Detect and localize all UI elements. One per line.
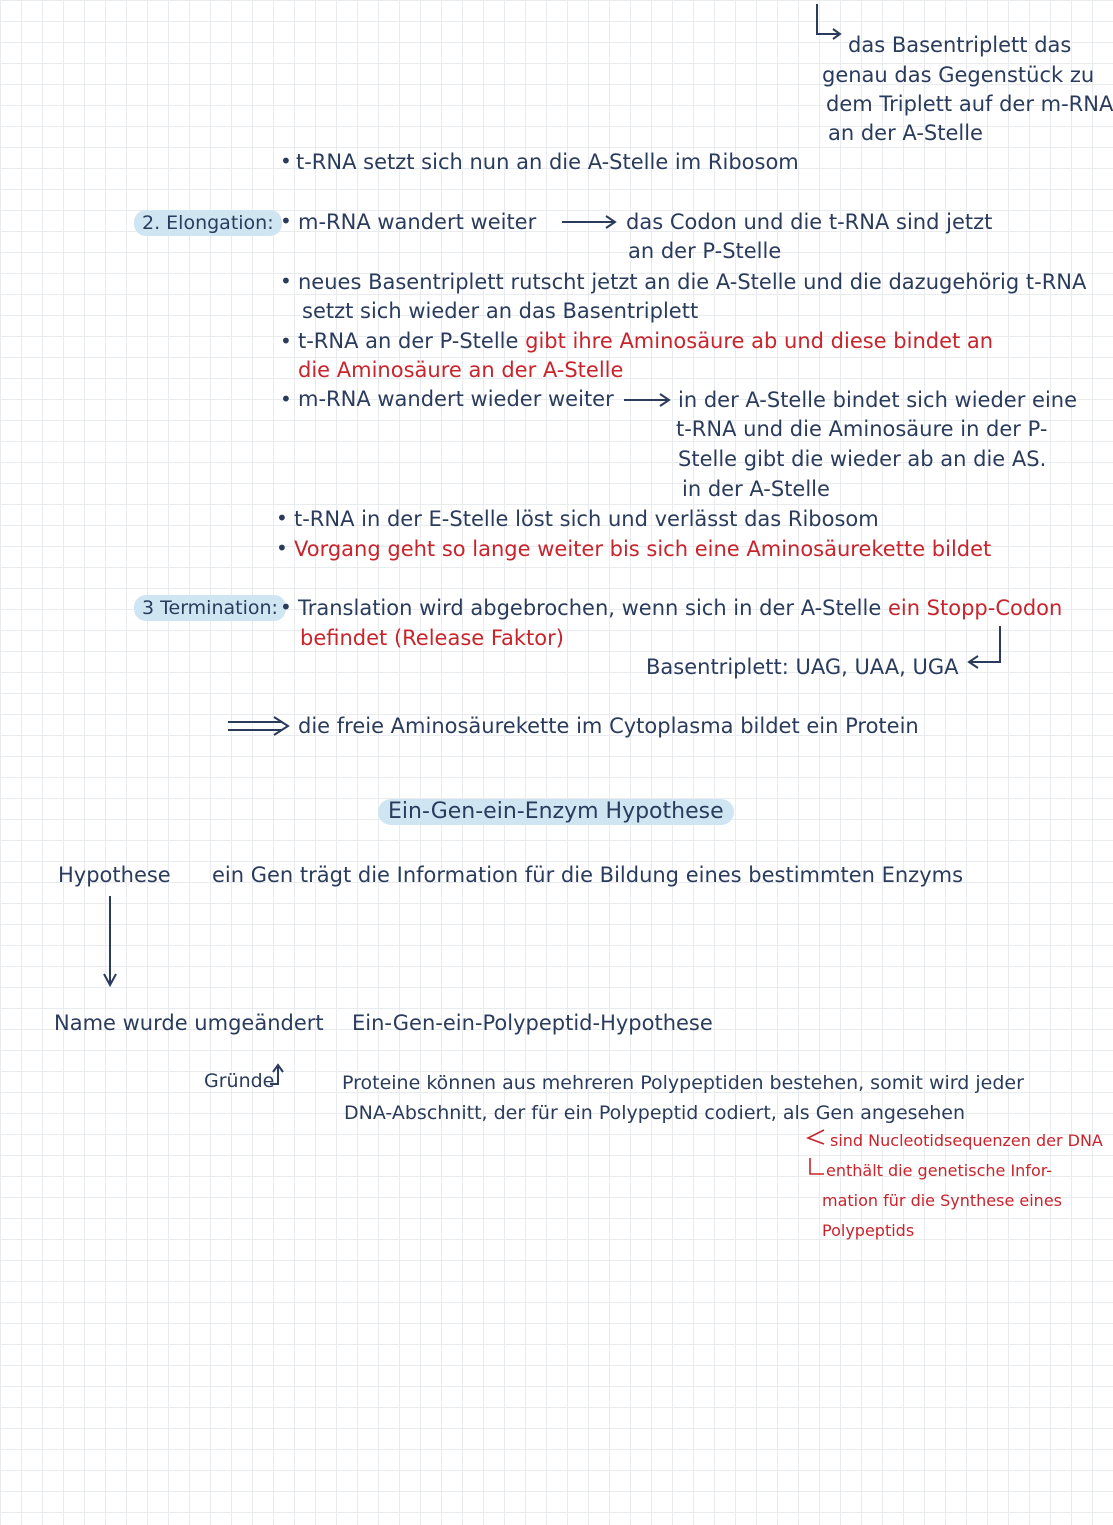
double-arrow-icon [226,714,292,738]
arrow-right-icon [622,390,672,410]
section-title: Ein-Gen-ein-Enzym Hypothese [378,799,734,825]
bullet-icon: • [280,149,292,173]
note-2-line-2: mation für die Synthese eines [822,1191,1062,1210]
elongation-label: 2. Elongation: [134,210,282,236]
top-note-line-3: dem Triplett auf der m-RNA [826,92,1113,116]
top-note-line-4: an der A-Stelle [828,121,983,145]
elongation-result-1a: das Codon und die t-RNA sind jetzt [626,210,993,234]
note-2-line-1: enthält die genetische Infor- [826,1161,1053,1180]
rename-label: Name wurde umgeändert [54,1011,324,1035]
termination-part-2: ein Stopp-Codon [887,596,1063,620]
elongation-bullet-1: m-RNA wandert weiter [298,210,537,234]
bullet-3-part-4: ab und diese bindet an [751,329,994,353]
termination-conclusion: die freie Aminosäurekette im Cytoplasma bildet ein Protein [298,714,919,738]
termination-bullet-1-line-2: befindet (Release Faktor) [300,626,564,650]
bullet-icon: • [276,536,288,560]
elongation-bullet-2-line-1: neues Basentriplett rutscht jetzt an die A-Stelle und die dazugehörig t-RNA [298,270,1087,294]
note-1: sind Nucleotidsequenzen der DNA [830,1131,1103,1150]
termination-bullet-1-line-1 [298,595,1062,621]
return-arrow-icon [962,624,1008,672]
bullet-icon: • [280,595,292,619]
elongation-result-4d: in der A-Stelle [682,477,830,501]
initiation-end-text: t-RNA setzt sich nun an die A-Stelle im Ribosom [296,150,799,174]
bullet-icon: • [280,387,292,411]
elongation-result-4b: t-RNA und die Aminosäure in der P- [676,417,1048,441]
top-note-line-1: das Basentriplett das [848,33,1072,57]
reasons-label: Gründe [204,1070,275,1092]
hypothesis-label: Hypothese [58,863,171,887]
elongation-bullet-5: t-RNA in der E-Stelle löst sich und verlässt das Ribosom [294,507,879,531]
rename-text: Ein-Gen-ein-Polypeptid-Hypothese [352,1011,713,1035]
bullet-3-part-2: gibt ihre [525,329,613,353]
elongation-bullet-6: Vorgang geht so lange weiter bis sich eine Aminosäurekette bildet [294,537,992,561]
hook-arrow-icon [813,2,843,42]
bullet-3-part-3: Aminosäure [619,329,745,353]
elongation-bullet-3-line-2: die Aminosäure an der A-Stelle [298,358,624,382]
reasons-line-2: DNA-Abschnitt, der für ein Polypeptid codiert, als Gen angesehen [344,1102,965,1124]
elongation-result-4c: Stelle gibt die wieder ab an die AS. [678,447,1047,471]
bullet-icon: • [280,269,292,293]
elongation-bullet-3-line-1 [298,328,993,354]
elongation-result-1b: an der P-Stelle [628,239,782,263]
hook-arrow-up-icon [268,1062,284,1088]
termination-label: 3 Termination: [134,595,286,621]
bullet-icon: • [280,209,292,233]
elongation-bullet-2-line-2: setzt sich wieder an das Basentriplett [302,299,699,323]
reasons-line-1: Proteine können aus mehreren Polypeptiden bestehen, somit wird jeder [342,1072,1024,1094]
elongation-result-4a: in der A-Stelle bindet sich wieder eine [678,388,1078,412]
arrow-down-icon [100,894,120,990]
note-2-line-3: Polypeptids [822,1221,915,1240]
bullet-3-part-1: t-RNA an der P-Stelle [298,329,519,353]
bullet-icon: • [276,506,288,530]
hook-arrow-icon [806,1156,826,1180]
elongation-bullet-4: m-RNA wandert wieder weiter [298,387,614,411]
arrow-right-icon [560,212,618,232]
bullet-icon: • [280,329,292,353]
hypothesis-text: ein Gen trägt die Information für die Bildung eines bestimmten Enzyms [212,863,964,887]
termination-part-1: Translation wird abgebrochen, wenn sich in der A-Stelle [298,596,882,620]
stop-codons: Basentriplett: UAG, UAA, UGA [646,655,959,679]
top-note-line-2: genau das Gegenstück zu [822,63,1095,87]
hook-arrow-icon [804,1126,828,1146]
